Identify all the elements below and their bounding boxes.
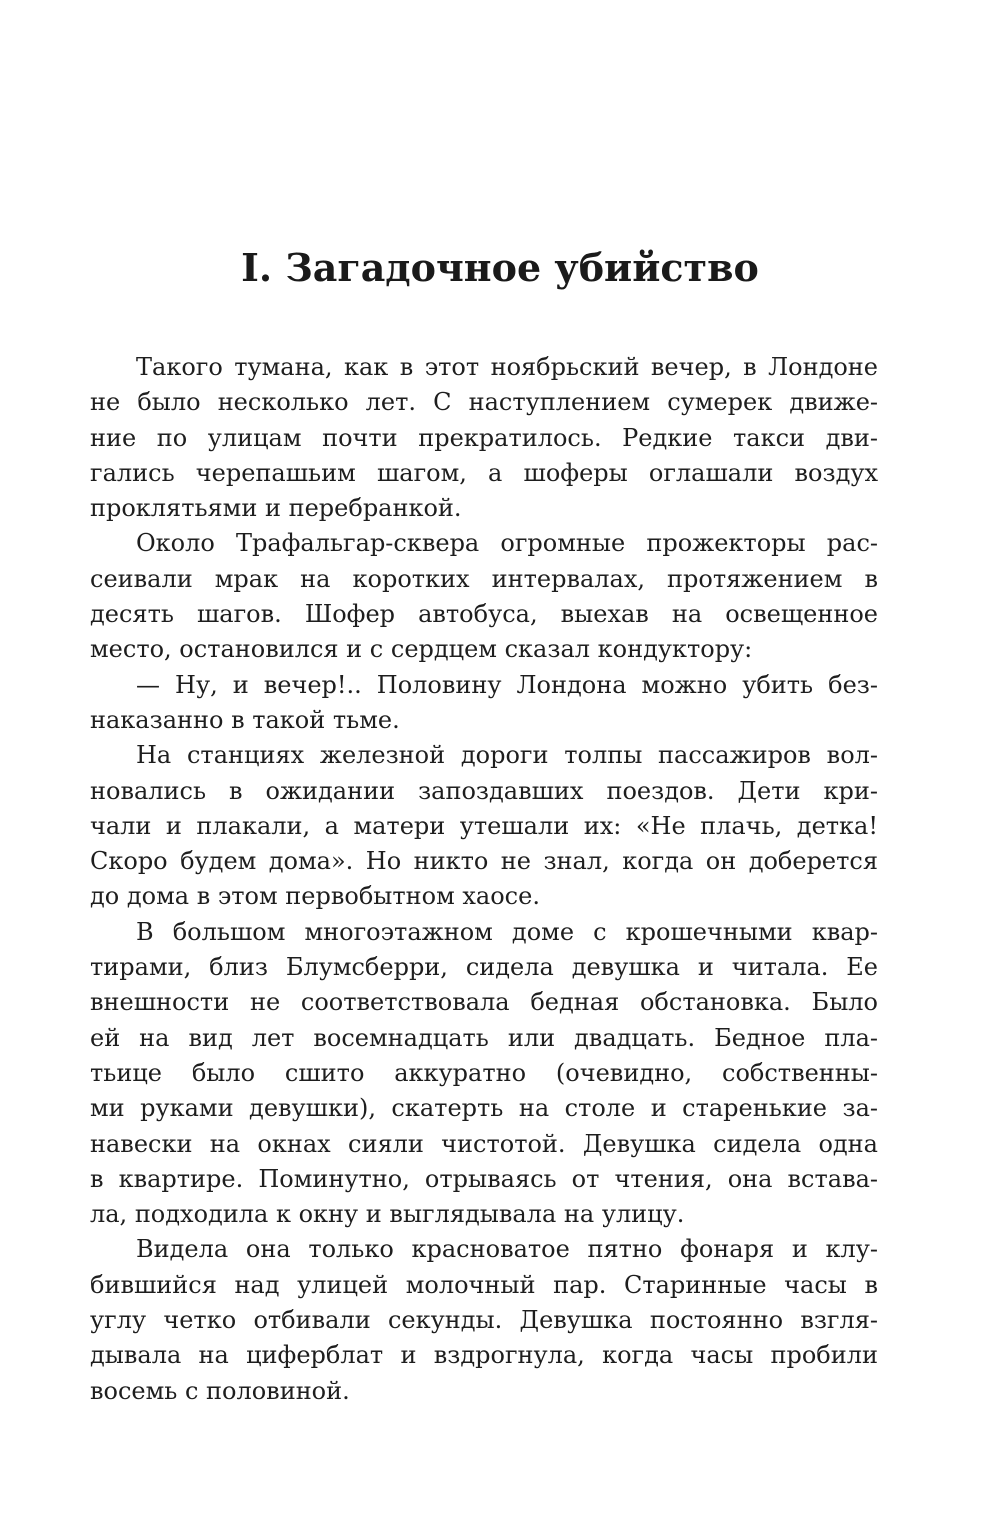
text-line: Такого тумана, как в этот ноябрьский вечер, в Лондоне bbox=[136, 353, 878, 381]
text-line: ей на вид лет восемнадцать или двадцать. Бедное пла- bbox=[90, 1023, 878, 1052]
text-line: восемь с половиной. bbox=[90, 1376, 350, 1405]
text-line: в квартире. Поминутно, отрываясь от чтения, она встава- bbox=[90, 1164, 878, 1193]
text-line: углу четко отбивали секунды. Девушка постоянно взгля- bbox=[90, 1306, 878, 1335]
text-line: На станциях железной дороги толпы пассажиров вол- bbox=[136, 741, 878, 770]
text-line: тьице было сшито аккуратно (очевидно, собственны- bbox=[90, 1058, 878, 1087]
text-line: бившийся над улицей молочный пар. Старинные часы в bbox=[90, 1270, 878, 1299]
text-line: — Ну, и вечер!.. Половину Лондона можно убить без- bbox=[136, 670, 878, 699]
text-line: ние по улицам почти прекратилось. Редкие такси дви- bbox=[90, 423, 878, 452]
text-line: место, остановился и с сердцем сказал кондуктору: bbox=[90, 635, 753, 664]
text-line: Скоро будем дома». Но никто не знал, когда он доберется bbox=[90, 847, 878, 876]
chapter-body bbox=[90, 350, 878, 1409]
text-line: Около Трафальгар-сквера огромные прожекторы рас- bbox=[136, 529, 878, 558]
text-line: Видела она только красноватое пятно фонаря и клу- bbox=[136, 1235, 878, 1264]
text-line: не было несколько лет. С наступлением сумерек движе- bbox=[90, 388, 878, 417]
text-line: сеивали мрак на коротких интервалах, протяжением в bbox=[90, 564, 878, 593]
text-line: десять шагов. Шофер автобуса, выехав на освещенное bbox=[90, 600, 878, 629]
text-line: наказанно в такой тьме. bbox=[90, 705, 400, 734]
text-line: дывала на циферблат и вздрогнула, когда часы пробили bbox=[90, 1341, 878, 1370]
text-line: гались черепашьим шагом, а шоферы оглашали воздух bbox=[90, 458, 878, 487]
text-line: ми руками девушки), скатерть на столе и старенькие за- bbox=[90, 1094, 878, 1123]
text-line: В большом многоэтажном доме с крошечными квар- bbox=[136, 917, 878, 946]
text-line: до дома в этом первобытном хаосе. bbox=[90, 882, 540, 911]
text-line: чали и плакали, а матери утешали их: «Не плачь, детка! bbox=[90, 811, 878, 840]
text-line: новались в ожидании запоздавших поездов. Дети кри- bbox=[90, 776, 878, 805]
text-line: навески на окнах сияли чистотой. Девушка сидела одна bbox=[90, 1129, 878, 1158]
text-line: проклятьями и перебранкой. bbox=[90, 494, 462, 523]
text-line: внешности не соответствовала бедная обстановка. Было bbox=[90, 988, 878, 1017]
chapter-title: I. Загадочное убийство bbox=[241, 245, 759, 290]
text-line: тирами, близ Блумсберри, сидела девушка и читала. Ее bbox=[90, 953, 878, 982]
text-line: ла, подходила к окну и выглядывала на улицу. bbox=[90, 1200, 685, 1229]
